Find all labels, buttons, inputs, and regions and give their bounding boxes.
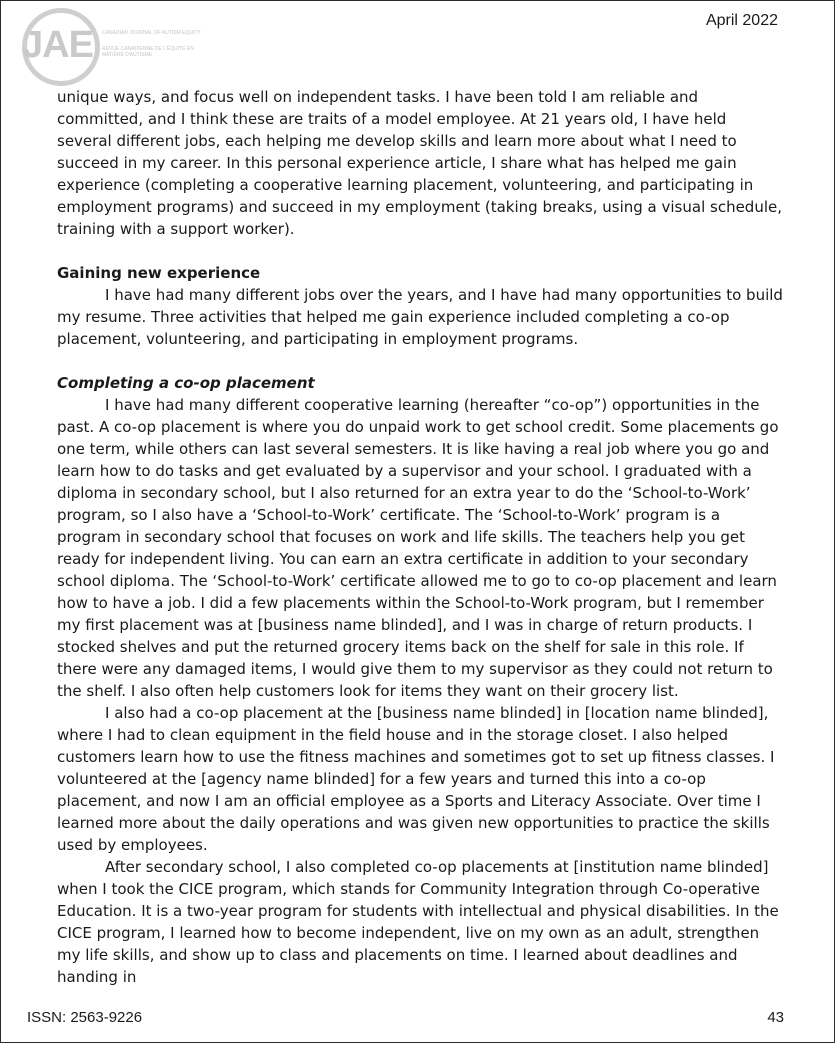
logo-subtitle-en: CANADIAN JOURNAL OF AUTISM EQUITY xyxy=(102,30,201,36)
paragraph: I have had many different cooperative learning (hereafter “co-op”) opportunities in the past. A co-op placement is where you do unpaid work to get school credit. Some placements go one term, while others can last several semesters. It is like having a real job where you go and learn how to do tasks and get evaluated by a supervisor and your school. I graduated with a diploma in secondary school, but I also returned for an extra year to do the ‘School-to-Work’ program, so I also have a ‘School-to-Work’ certificate. The ‘School-to-Work’ program is a program in secondary school that focuses on work and life skills. The teachers help you get ready for independent living. You can earn an extra certificate in addition to your secondary school diploma. The ‘School-to-Work’ certificate allowed me to go to co-op placement and learn how to have a job. I did a few placements within the School-to-Work program, but I remember my first placement was at [business name blinded], and I was in charge of return products. I stocked shelves and put the returned grocery items back on the shelf for sale in this role. If there were any damaged items, I would give them to my supervisor as they could not return to the shelf. I also often help customers look for items they want on their grocery list. xyxy=(57,396,779,700)
journal-logo xyxy=(20,6,201,86)
paragraph: After secondary school, I also completed co-op placements at [institution name blinded] when I took the CICE program, which stands for Community Integration through Co-operative Education. It is a two-year program for students with intellectual and physical disabilities. In the CICE program, I learned how to become independent, live on my own as an adult, strengthen my life skills, and show up to class and placements on time. I learned about deadlines and handing in xyxy=(57,858,779,986)
paragraph: I also had a co-op placement at the [business name blinded] in [location name blinded], where I had to clean equipment in the field house and in the storage closet. I also helped customers learn how to use the fitness machines and sometimes got to set up fitness classes. I volunteered at the [agency name blinded] for a few years and turned this into a co-op placement, and now I am an official employee as a Sports and Literacy Associate. Over time I learned more about the daily operations and was given new opportunities to practice the skills used by employees. xyxy=(57,704,775,854)
logo-subtitle-fr: REVUE CANADIENNE DE L'ÉQUITÉ EN MATIÈRE D'AUTISME xyxy=(102,46,194,58)
article-body xyxy=(57,86,785,988)
issue-date: April 2022 xyxy=(705,12,778,29)
intro-paragraph: unique ways, and focus well on independent tasks. I have been told I am reliable and committed, and I think these are traits of a model employee. At 21 years old, I have held several different jobs, each helping me develop skills and learn more about what I need to succeed in my career. In this personal experience article, I share what has helped me gain experience (completing a cooperative learning placement, volunteering, and participating in employment programs) and succeed in my employment (taking breaks, using a visual schedule, training with a support worker). xyxy=(57,88,782,238)
footer-issn: ISSN: 2563-9226 xyxy=(27,1009,143,1026)
section-heading-coop-placement: Completing a co-op placement xyxy=(57,374,315,392)
paragraph: I have had many different jobs over the years, and I have had many opportunities to build my resume. Three activities that helped me gain experience included completing a co-op placement, volunteering, and participating in employment programs. xyxy=(57,286,783,348)
section-heading-gaining-experience: Gaining new experience xyxy=(57,264,261,282)
logo-text: JAE xyxy=(22,24,93,66)
page-number: 43 xyxy=(767,1009,784,1026)
